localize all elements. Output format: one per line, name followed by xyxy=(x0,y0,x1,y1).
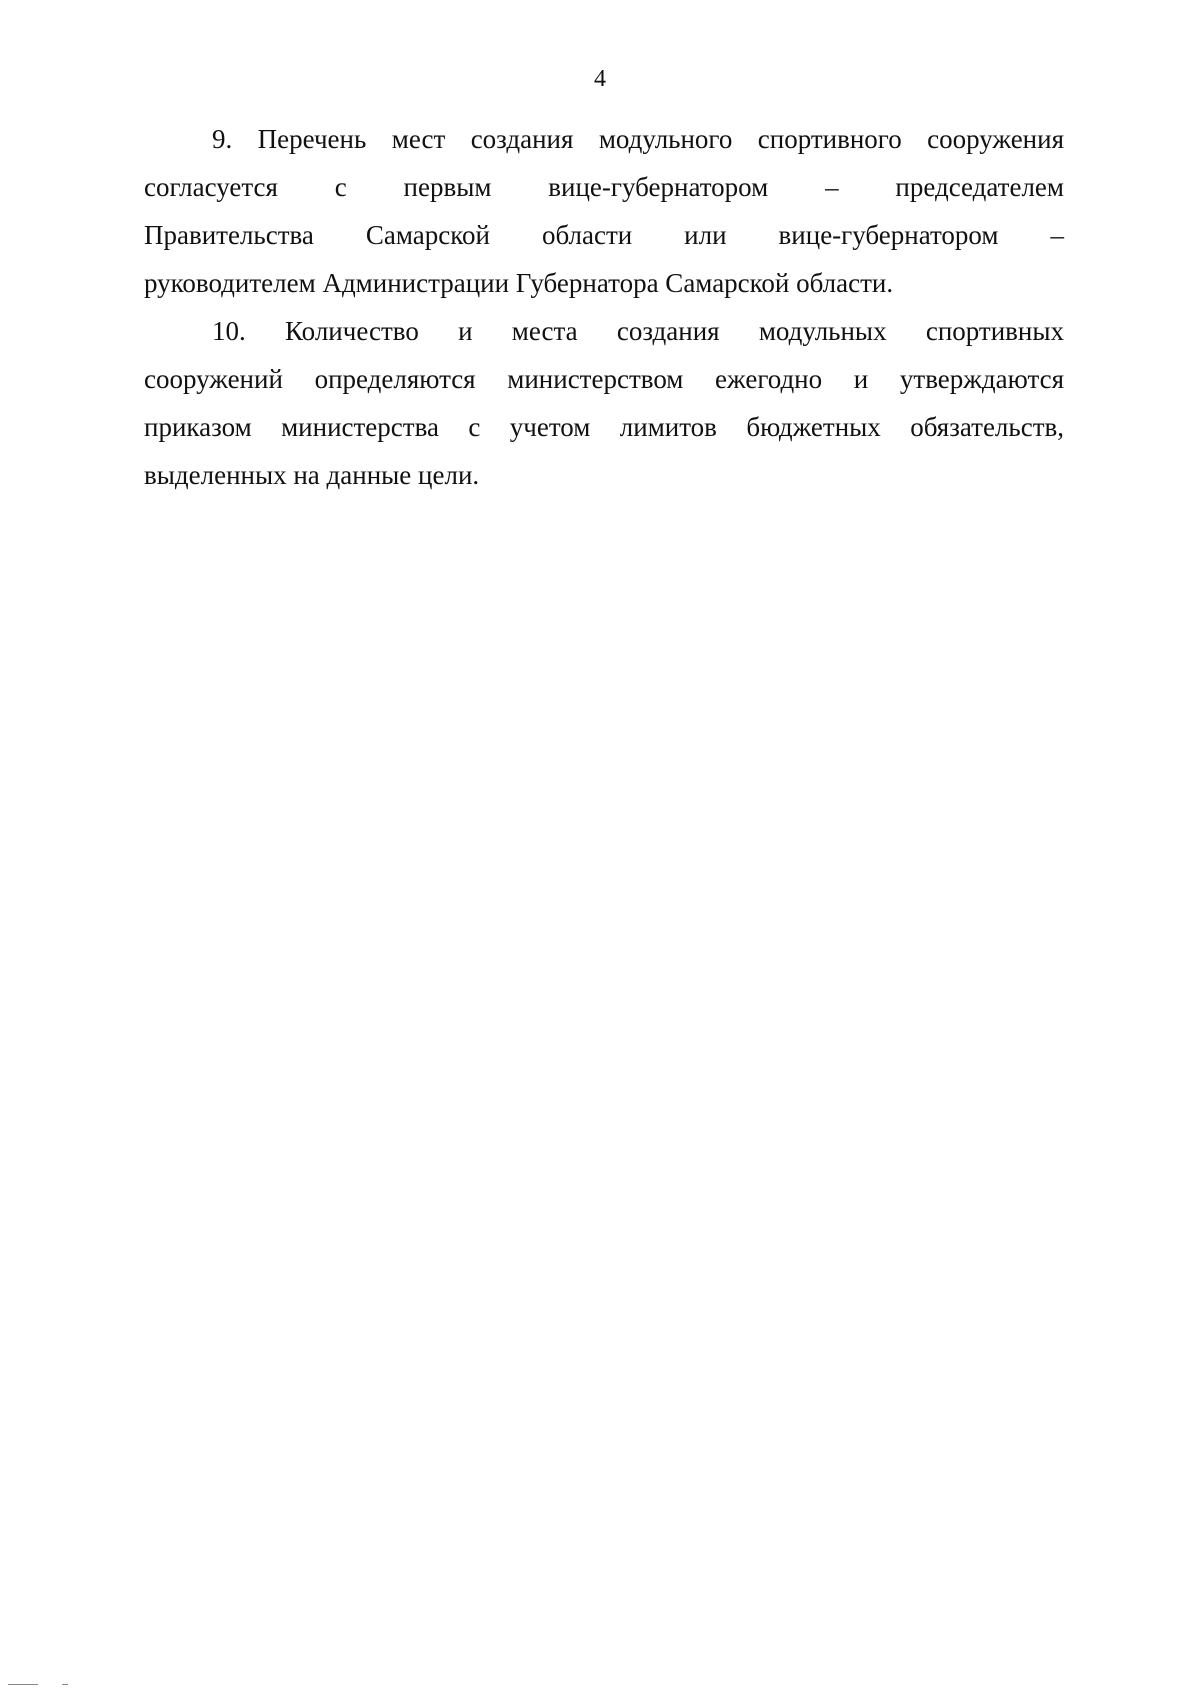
paragraph-line: руководителем Администрации Губернатора Самарской области. xyxy=(144,268,894,298)
paragraph-line: приказом министерства с учетом лимитов бюджетных обязательств, xyxy=(144,412,1064,442)
paragraph-9 xyxy=(144,115,1064,307)
page-number: 4 xyxy=(594,66,606,92)
paragraph-line: Правительства Самарской области или вице-губернатором – xyxy=(144,220,1064,250)
paragraph-line: 9. Перечень мест создания модульного спортивного сооружения xyxy=(212,124,1064,154)
document-body xyxy=(144,115,1064,499)
paragraph-line: выделенных на данные цели. xyxy=(144,460,480,490)
paragraph-line: согласуется с первым вице-губернатором – председателем xyxy=(144,172,1064,202)
paragraph-10 xyxy=(144,307,1064,499)
scan-artifact-mark xyxy=(8,1681,70,1687)
paragraph-line: сооружений определяются министерством ежегодно и утверждаются xyxy=(144,364,1064,394)
paragraph-line: 10. Количество и места создания модульных спортивных xyxy=(212,316,1064,346)
